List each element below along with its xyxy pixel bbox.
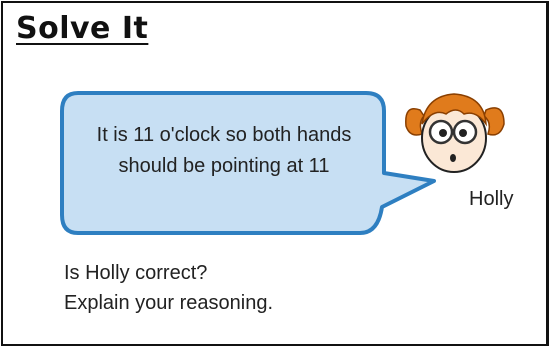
girl-with-glasses-icon xyxy=(400,80,510,190)
character-name: Holly xyxy=(469,188,514,210)
question-line: Is Holly correct? xyxy=(64,262,208,284)
page-title: Solve It xyxy=(16,11,149,46)
speech-bubble-text: It is 11 o'clock so both hands should be pointing at 11 xyxy=(96,124,352,177)
question-line: Explain your reasoning. xyxy=(64,292,274,314)
question-block xyxy=(64,258,273,318)
